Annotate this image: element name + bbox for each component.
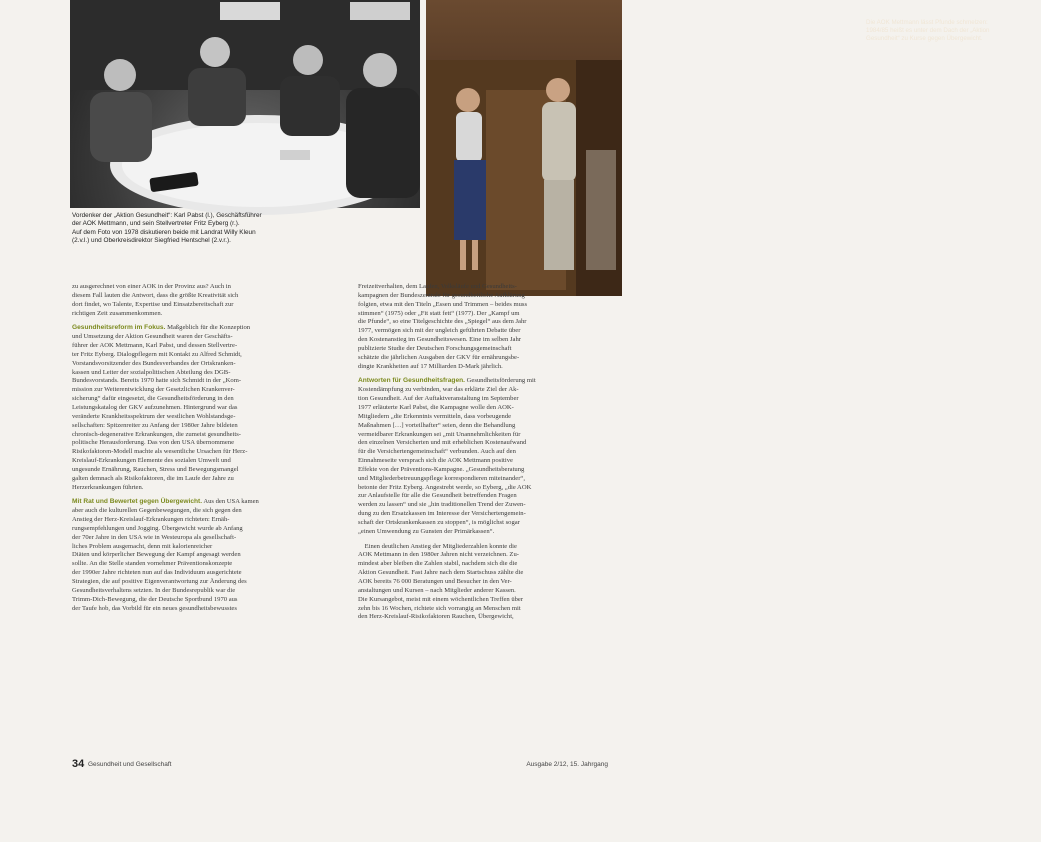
line-text: galten demnach als Risikofaktoren, die im Laufe der Jahre zu [72, 474, 234, 482]
caption-line: Gesundheit“ zu Kurse gegen Übergewicht. [866, 35, 983, 42]
line-text: diesem Fall lauten die Antwort, dass die größte Kreativität sich [72, 291, 239, 299]
line-text: Effekte von der Präventions-Kampagne. „Gesundheitsberatung [358, 465, 525, 473]
text-line [358, 413, 608, 422]
text-line [72, 569, 340, 578]
article-column-right [358, 283, 608, 622]
text-line [358, 510, 608, 519]
line-text: ter Fritz Eyberg. Dialogpflegern mit Kontakt zu Alfred Schmidt, [72, 350, 242, 358]
line-text: Aus den USA kamen [202, 498, 259, 506]
line-text: aber auch die kulturellen Gegenbewegungen, die sich gegen den [72, 507, 242, 515]
section-label: Gesundheit und Gesellschaft [88, 761, 172, 768]
caption-line: (2.v.l.) und Oberkreisdirektor Siegfried Hentschel (2.v.r.). [72, 237, 231, 245]
line-text: schaft der Ortskrankenkassen zu stoppen“, is möglichst sogar [358, 518, 520, 526]
text-line [72, 283, 340, 292]
paragraph [358, 283, 608, 371]
text-line [358, 578, 608, 587]
text-line [72, 422, 340, 431]
line-text: Kostendämpfung zu verbinden, war das erklärte Ziel der Ak- [358, 386, 519, 394]
text-line [72, 448, 340, 457]
line-text: Einen deutlichen Anstieg der Mitgliederzahlen konnte die [358, 542, 517, 550]
paragraph [358, 543, 608, 623]
text-line [72, 395, 340, 404]
line-text: zehn bis 16 Wochen, richtete sich vorrangig an Menschen mit [358, 604, 521, 612]
subheading: Gesundheitsreform im Fokus. [72, 324, 166, 332]
text-line [358, 345, 608, 354]
line-text: betonte der Fritz Eyberg. Angestrebt werde, so Eyberg, „die AOK [358, 483, 532, 491]
text-line [358, 448, 608, 457]
text-line [358, 457, 608, 466]
text-line [358, 528, 608, 537]
paragraph [72, 324, 340, 492]
line-text: AOK Mettmann in den 1980er Jahren nicht verzeichnen. Zu- [358, 551, 519, 559]
text-line [72, 369, 340, 378]
text-line [358, 327, 608, 336]
text-line [72, 551, 340, 560]
meeting-photo [70, 0, 420, 208]
line-text: mindest aber bleiben die Zahlen stabil, nachdem sich die die [358, 560, 518, 568]
line-text: AOK bereits 76 000 Beratungen und Besucher in den Ver- [358, 578, 512, 585]
text-line [358, 551, 608, 560]
line-text: 1977 erläuterte Karl Pabst, die Kampagne wolle den AOK- [358, 403, 514, 411]
subheading: Mit Rat und Bewertet gegen Übergewicht. [72, 498, 203, 506]
line-text: liches Problem ausgemacht, denn mit kalorienreicher [72, 542, 213, 550]
page-number: 34 [72, 758, 85, 770]
line-text: Anstieg der Herz-Kreislauf-Erkrankungen richteten: Ernäh- [72, 516, 230, 524]
text-line [72, 516, 340, 525]
text-line [72, 413, 340, 422]
line-text: Strategien, die auf positive Eigenverantwortung zur Änderung des [72, 578, 247, 585]
text-line [72, 578, 340, 587]
line-text: Trimm-Dich-Bewegung, die der Deutsche Sportbund 1970 aus [72, 595, 238, 603]
text-line [72, 475, 340, 484]
text-line [72, 498, 340, 507]
paragraph [358, 377, 608, 536]
weight-class-photo [426, 0, 990, 296]
line-text: richtigen Zeit zusammenkommen. [72, 309, 163, 317]
text-line [72, 292, 340, 301]
line-text: kassen und Leiter der sozialpolitischen Abteilung des DGB- [72, 368, 231, 376]
line-text: zu ausgerechnet von einer AOK in der Provinz aus? Auch in [72, 283, 231, 290]
text-line [358, 439, 608, 448]
text-line [72, 484, 340, 493]
text-line [358, 395, 608, 404]
line-text: dingte Krankheiten auf 17 Milliarden D-Mark jährlich. [358, 362, 503, 370]
line-text: publizierte Studie der Deutschen Forschungsgemeinschaft [358, 344, 512, 352]
text-line [358, 605, 608, 614]
line-text: „einen Umwendung zu Gunsten der Primärkassen“. [358, 527, 495, 535]
line-text: Gesundheitsförderung mit [464, 377, 536, 385]
text-line [72, 534, 340, 543]
line-text: anstaltungen und Kursen – nach Mitglieder anderer Kassen. [358, 586, 516, 594]
text-line [358, 292, 608, 301]
line-text: für die Versichertengemeinschaft“ verbunden. Auch auf den [358, 448, 516, 456]
text-line [358, 484, 608, 493]
text-line [72, 605, 340, 614]
text-line [72, 560, 340, 569]
caption-line: 1984/85 heißt es unter dem Dach der „Aktion [866, 27, 990, 34]
line-text: Diäten und körperlicher Bewegung der Kampf angesagt werden [72, 551, 241, 559]
line-text: dort findet, wo Talente, Expertise und Einsatzbereitschaft zur [72, 300, 234, 308]
line-text: Einnahmeseite versprach sich die AOK Mettmann positive [358, 457, 513, 465]
line-text: den einzelnen Versicherten und mit erheblichen Kostenaufwand [358, 439, 527, 447]
caption-line: Auf dem Foto von 1978 diskutieren beide mit Landrat Willy Kleun [72, 228, 256, 236]
line-text: den Kostenanstieg im Gesundheitswesen. Eine im selben Jahr [358, 336, 521, 344]
text-line [72, 377, 340, 386]
line-text: und Umsetzung der Aktion Gesundheit waren der Geschäfts- [72, 333, 233, 341]
caption-line: Die AOK Mettmann lässt Pfunde schmelzen: [866, 19, 988, 26]
line-text: chronisch-degenerative Erkrankungen, die zumeist gesundheits- [72, 430, 241, 438]
line-text: sollte. An die Stelle standen vornehmer Präventionskonzepte [72, 560, 233, 568]
text-line [72, 301, 340, 310]
text-line [358, 466, 608, 475]
text-line [72, 342, 340, 351]
text-line [72, 439, 340, 448]
text-line [72, 324, 340, 333]
text-line [358, 301, 608, 310]
line-text: Mitgliedern „die Erkenntnis vermitteln, dass vorbeugende [358, 412, 512, 420]
line-text: folgten, etwa mit den Titeln „Essen und Trimmen – beides muss [358, 300, 528, 308]
text-line [358, 422, 608, 431]
line-text: Maßgeblich für die Konzeption [165, 324, 251, 332]
line-text: die Pfunde“, so eine Titelgeschichte des „Spiegel“ aus dem Jahr [358, 318, 527, 326]
text-line [72, 360, 340, 369]
text-line [358, 587, 608, 596]
line-text: Gesundheitsverhaltens setzten. In der Bundesrepublik war die [72, 586, 236, 594]
line-text: der Taufe hob, das Vorbild für ein neues gesundheitsbewusstes [72, 604, 237, 612]
text-line [358, 318, 608, 327]
line-text: sicherung“ dafür eingesetzt, die Gesundheitsförderung in den [72, 395, 234, 403]
line-text: zur Anlaufstelle für alle die Gesundheit betreffenden Fragen [358, 492, 517, 500]
text-line [72, 507, 340, 516]
left-photo-caption [72, 212, 417, 246]
text-line [358, 336, 608, 345]
line-text: ungesunde Ernährung, Rauchen, Stress und Bewegungsmangel [72, 465, 239, 473]
line-text: werden zu lassen“ und sie „hin traditionellen Trend der Zuwen- [358, 501, 526, 509]
text-line [358, 560, 608, 569]
text-line [72, 457, 340, 466]
text-line [358, 475, 608, 484]
text-line [358, 492, 608, 501]
line-text: den Herz-Kreislauf-Risikofaktoren Rauchen, Übergewicht, [358, 613, 514, 621]
issue-label: Ausgabe 2/12, 15. Jahrgang [526, 761, 608, 768]
paragraph [72, 283, 340, 318]
text-line [358, 404, 608, 413]
text-line [358, 543, 608, 552]
text-line [358, 377, 608, 386]
line-text: rungsempfehlungen und Jogging. Übergewicht wurde ab Anfang [72, 524, 243, 532]
text-line [72, 596, 340, 605]
caption-line: Vordenker der „Aktion Gesundheit“: Karl Pabst (l.), Geschäftsführer [72, 212, 262, 219]
line-text: 1977, vermögen sich mit der ungleich geführten Debatte über [358, 327, 521, 335]
article-column-left [72, 283, 340, 613]
text-line [358, 363, 608, 372]
line-text: der 70er Jahre in den USA wie in Westeuropa als gesellschaft- [72, 533, 237, 541]
line-text: Risikofaktoren-Modell machte als wesentliche Ursachen für Herz- [72, 448, 248, 456]
text-line [358, 431, 608, 440]
right-photo-caption [866, 19, 1041, 43]
line-text: Herzerkrankungen führten. [72, 483, 144, 491]
subheading: Antworten für Gesundheitsfragen. [358, 377, 465, 385]
text-line [72, 466, 340, 475]
line-text: der 1990er Jahre richteten nun auf das Individuum ausgerichtete [72, 569, 242, 577]
text-line [358, 596, 608, 605]
text-line [72, 543, 340, 552]
page-footer [72, 760, 608, 772]
line-text: politische Herausforderung. Das von den USA übernommene [72, 439, 235, 447]
line-text: Aktion Gesundheit. Fast Jahre nach dem Startschuss zählte die [358, 569, 524, 577]
text-line [358, 501, 608, 510]
line-text: Maßnahmen […] vorteilhafter“ seien, denn die Behandlung [358, 421, 516, 429]
text-line [358, 310, 608, 319]
line-text: Leistungskatalog der GKV aufzunehmen. Hintergrund war das [72, 403, 238, 411]
text-line [358, 519, 608, 528]
line-text: kampagnen der Bundeszentrale für gesundheitliche Aufklärung [358, 291, 525, 299]
meeting-photo-drawing [70, 0, 420, 208]
line-text: sellschaften: Spitzenreiter zu Anfang der 1980er Jahre bildeten [72, 421, 238, 429]
text-line [358, 613, 608, 622]
line-text: Vorstandsvorsitzender des Bundesverbandes der Ortskranken- [72, 359, 236, 367]
line-text: und Mitgliederbetreuungspflege korrespondieren miteinander“, [358, 474, 525, 482]
line-text: mission zur Weiterentwicklung der Gesetzlichen Krankenver- [72, 386, 235, 394]
line-text: Freizeitverhalten, dem Laufen, Volksläufe und Gesundheits- [358, 283, 517, 290]
line-text: Die Kursangebot, meist mit einem wöchentlichen Treffen über [358, 595, 524, 603]
text-line [358, 386, 608, 395]
text-line [72, 587, 340, 596]
text-line [72, 431, 340, 440]
text-line [72, 525, 340, 534]
line-text: veränderte Krankheitsspektrum der westlichen Wohlstandsge- [72, 412, 236, 420]
text-line [358, 569, 608, 578]
line-text: stimmen“ (1975) oder „Fit statt fett“ (1977). Der „Kampf um [358, 309, 520, 317]
text-line [72, 333, 340, 342]
line-text: dung zu den Ersatzkassen im Interesse der Versichertengemein- [358, 510, 526, 518]
line-text: Bundesvorstands. Bereits 1970 hatte sich Schmidt in der „Kom- [72, 377, 242, 385]
text-line [358, 354, 608, 363]
text-line [72, 351, 340, 360]
caption-line: der AOK Mettmann, und sein Stellvertreter Fritz Eyberg (r.). [72, 220, 240, 228]
paragraph [72, 498, 340, 613]
line-text: tion Gesundheit. Auf der Auftaktveranstaltung im September [358, 395, 519, 403]
text-line [72, 404, 340, 413]
text-line [358, 283, 608, 292]
line-text: vermeidbarer Erkrankungen sei „mit Unannehmlichkeiten für [358, 430, 521, 438]
line-text: Kreislauf-Erkrankungen Elemente des sozialen Umwelt und [72, 457, 231, 465]
weight-class-photo-drawing [426, 0, 622, 296]
line-text: führer der AOK Mettmann, Karl Pabst, und dessen Stellvertre- [72, 342, 238, 350]
text-line [72, 386, 340, 395]
text-line [72, 310, 340, 319]
line-text: schätzte die jährlichen Ausgaben der GKV für ernährungsbe- [358, 353, 520, 361]
